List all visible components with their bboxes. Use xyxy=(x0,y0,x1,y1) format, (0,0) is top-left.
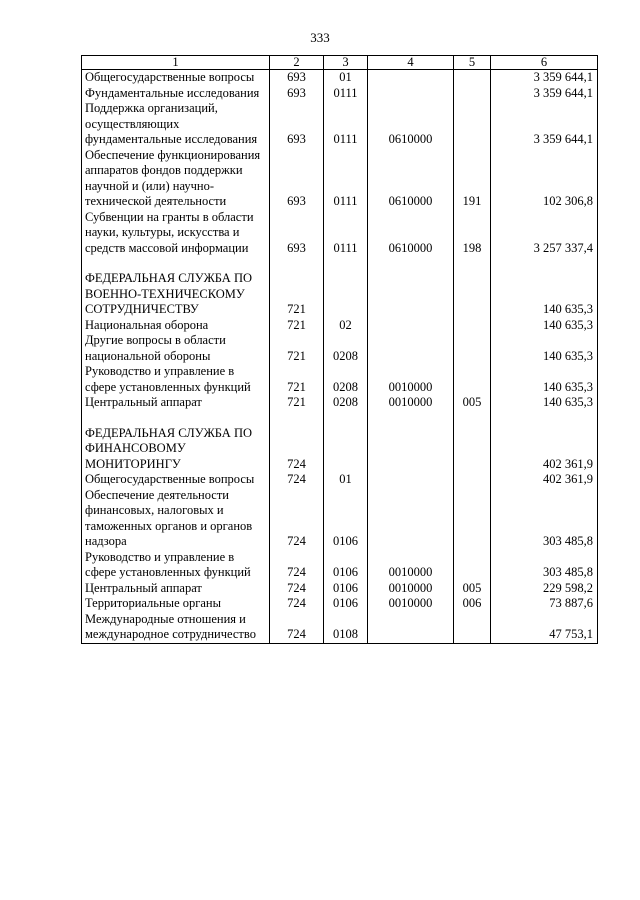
row-code-col4 xyxy=(368,426,454,473)
row-code-col4 xyxy=(368,472,454,488)
table-row xyxy=(82,86,598,102)
row-code-col2: 693 xyxy=(270,148,324,210)
row-code-col3: 0106 xyxy=(324,550,368,581)
row-code-col3 xyxy=(324,271,368,318)
row-code-col2: 721 xyxy=(270,395,324,411)
table-row xyxy=(82,101,598,148)
row-code-col5: 191 xyxy=(454,148,491,210)
table-row xyxy=(82,488,598,550)
row-code-col2: 693 xyxy=(270,70,324,86)
row-code-col3: 0111 xyxy=(324,148,368,210)
row-code-col2: 721 xyxy=(270,364,324,395)
row-code-col5: 198 xyxy=(454,210,491,257)
row-amount: 402 361,9 xyxy=(491,472,598,488)
row-name: Общегосударственные вопросы xyxy=(82,70,270,86)
row-name: Руководство и управление в сфере установленных функций xyxy=(82,550,270,581)
spacer-cell xyxy=(82,411,270,426)
row-amount: 140 635,3 xyxy=(491,318,598,334)
table-row xyxy=(82,395,598,411)
row-code-col5 xyxy=(454,612,491,644)
row-code-col4: 0010000 xyxy=(368,395,454,411)
row-name: Субвенции на гранты в области науки, культуры, искусства и средств массовой информации xyxy=(82,210,270,257)
row-amount: 229 598,2 xyxy=(491,581,598,597)
row-code-col4 xyxy=(368,86,454,102)
header-row xyxy=(82,56,598,70)
row-code-col3: 01 xyxy=(324,472,368,488)
header-col-2: 2 xyxy=(270,56,324,70)
spacer-row xyxy=(82,411,598,426)
row-code-col3: 0208 xyxy=(324,333,368,364)
row-code-col2: 724 xyxy=(270,426,324,473)
row-name: Поддержка организаций, осуществляющих фундаментальные исследования xyxy=(82,101,270,148)
row-code-col4: 0010000 xyxy=(368,581,454,597)
row-name: Обеспечение функционирования аппаратов фондов поддержки научной и (или) научно-технической деятельности xyxy=(82,148,270,210)
row-name: Фундаментальные исследования xyxy=(82,86,270,102)
row-code-col2: 724 xyxy=(270,550,324,581)
row-name: Обеспечение деятельности финансовых, налоговых и таможенных органов и органов надзора xyxy=(82,488,270,550)
row-name: Центральный аппарат xyxy=(82,581,270,597)
spacer-cell xyxy=(324,256,368,271)
table-row xyxy=(82,148,598,210)
spacer-row xyxy=(82,256,598,271)
row-code-col3: 0106 xyxy=(324,581,368,597)
row-code-col2: 693 xyxy=(270,210,324,257)
table-row xyxy=(82,596,598,612)
row-name: Международные отношения и международное сотрудничество xyxy=(82,612,270,644)
row-code-col4: 0010000 xyxy=(368,364,454,395)
row-amount: 303 485,8 xyxy=(491,488,598,550)
row-code-col2: 724 xyxy=(270,488,324,550)
header-col-3: 3 xyxy=(324,56,368,70)
row-name: Общегосударственные вопросы xyxy=(82,472,270,488)
row-amount: 402 361,9 xyxy=(491,426,598,473)
spacer-cell xyxy=(270,411,324,426)
row-name: Территориальные органы xyxy=(82,596,270,612)
row-code-col3: 01 xyxy=(324,70,368,86)
row-code-col3: 0111 xyxy=(324,101,368,148)
row-name: ФЕДЕРАЛЬНАЯ СЛУЖБА ПО ФИНАНСОВОМУ МОНИТОРИНГУ xyxy=(82,426,270,473)
row-code-col3: 0208 xyxy=(324,364,368,395)
row-code-col2: 724 xyxy=(270,612,324,644)
spacer-cell xyxy=(368,256,454,271)
row-code-col2: 724 xyxy=(270,596,324,612)
row-code-col5: 006 xyxy=(454,596,491,612)
row-name: Другие вопросы в области национальной обороны xyxy=(82,333,270,364)
row-amount: 3 359 644,1 xyxy=(491,70,598,86)
row-code-col2: 721 xyxy=(270,271,324,318)
row-amount: 3 359 644,1 xyxy=(491,86,598,102)
row-code-col5 xyxy=(454,70,491,86)
row-code-col5 xyxy=(454,271,491,318)
row-amount: 303 485,8 xyxy=(491,550,598,581)
row-code-col5 xyxy=(454,101,491,148)
row-code-col5 xyxy=(454,318,491,334)
row-code-col3: 0106 xyxy=(324,596,368,612)
row-code-col3: 0108 xyxy=(324,612,368,644)
row-code-col3: 02 xyxy=(324,318,368,334)
row-amount: 140 635,3 xyxy=(491,395,598,411)
row-code-col4 xyxy=(368,318,454,334)
row-code-col4 xyxy=(368,271,454,318)
row-code-col5 xyxy=(454,364,491,395)
header-col-6: 6 xyxy=(491,56,598,70)
spacer-cell xyxy=(82,256,270,271)
table-row xyxy=(82,550,598,581)
spacer-cell xyxy=(491,256,598,271)
row-name: Национальная оборона xyxy=(82,318,270,334)
row-name: Руководство и управление в сфере установленных функций xyxy=(82,364,270,395)
row-code-col4: 0610000 xyxy=(368,210,454,257)
table-body xyxy=(82,70,598,644)
row-code-col2: 724 xyxy=(270,472,324,488)
page-number: 333 xyxy=(310,30,330,45)
row-code-col5 xyxy=(454,86,491,102)
row-amount: 102 306,8 xyxy=(491,148,598,210)
row-code-col3: 0208 xyxy=(324,395,368,411)
table-row xyxy=(82,612,598,644)
row-name: ФЕДЕРАЛЬНАЯ СЛУЖБА ПО ВОЕННО-ТЕХНИЧЕСКОМУ СОТРУДНИЧЕСТВУ xyxy=(82,271,270,318)
row-amount: 140 635,3 xyxy=(491,271,598,318)
table-row xyxy=(82,426,598,473)
table-row xyxy=(82,581,598,597)
row-code-col2: 693 xyxy=(270,101,324,148)
spacer-cell xyxy=(324,411,368,426)
row-amount: 3 359 644,1 xyxy=(491,101,598,148)
row-amount: 140 635,3 xyxy=(491,333,598,364)
spacer-cell xyxy=(491,411,598,426)
header-col-5: 5 xyxy=(454,56,491,70)
row-code-col5 xyxy=(454,472,491,488)
row-code-col3: 0111 xyxy=(324,210,368,257)
row-code-col4 xyxy=(368,488,454,550)
row-code-col5 xyxy=(454,333,491,364)
row-code-col4: 0010000 xyxy=(368,550,454,581)
spacer-cell xyxy=(454,411,491,426)
row-code-col5 xyxy=(454,426,491,473)
row-amount: 73 887,6 xyxy=(491,596,598,612)
table-row xyxy=(82,210,598,257)
row-amount: 140 635,3 xyxy=(491,364,598,395)
row-code-col2: 693 xyxy=(270,86,324,102)
row-code-col4: 0610000 xyxy=(368,101,454,148)
row-code-col5: 005 xyxy=(454,581,491,597)
table-row xyxy=(82,333,598,364)
table-row xyxy=(82,472,598,488)
row-code-col2: 724 xyxy=(270,581,324,597)
row-code-col4: 0610000 xyxy=(368,148,454,210)
row-code-col2: 721 xyxy=(270,318,324,334)
spacer-cell xyxy=(270,256,324,271)
row-code-col3: 0111 xyxy=(324,86,368,102)
row-code-col4: 0010000 xyxy=(368,596,454,612)
table-row xyxy=(82,364,598,395)
row-code-col3: 0106 xyxy=(324,488,368,550)
row-name: Центральный аппарат xyxy=(82,395,270,411)
header-col-1: 1 xyxy=(82,56,270,70)
budget-table xyxy=(81,55,598,644)
row-code-col3 xyxy=(324,426,368,473)
header-col-4: 4 xyxy=(368,56,454,70)
spacer-cell xyxy=(454,256,491,271)
row-code-col2: 721 xyxy=(270,333,324,364)
spacer-cell xyxy=(368,411,454,426)
row-code-col5 xyxy=(454,488,491,550)
row-code-col4 xyxy=(368,612,454,644)
table-row xyxy=(82,271,598,318)
row-code-col5: 005 xyxy=(454,395,491,411)
row-code-col5 xyxy=(454,550,491,581)
row-amount: 47 753,1 xyxy=(491,612,598,644)
row-code-col4 xyxy=(368,333,454,364)
table-row xyxy=(82,318,598,334)
row-code-col4 xyxy=(368,70,454,86)
row-amount: 3 257 337,4 xyxy=(491,210,598,257)
table-row xyxy=(82,70,598,86)
